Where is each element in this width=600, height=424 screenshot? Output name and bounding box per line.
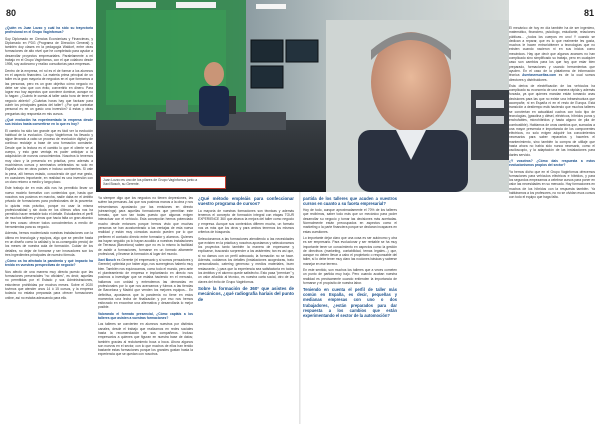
paragraph: Dentro de la empresa, mi rol es el de formar a los alumnos en el aspecto financiero. La materia prima principal de un taller es la gran mayoría de negocios en el que formamos a las personas, pero es un gran objetivo cómo negocio no debe ser sino que con éxito, convertirlo en dinero. Para lograr eso hay aspectos que conviene dominar, aunque no lo hagan: ¿Cuánto le cuesta al taller cada hora de tener el negocio abierto? ¿Cuántas horas hay que facturar para cubrir los principales gastos del taller? ¿Por qué contratar personal es en un gasto una inversión? A estas y otras preguntas doy respuesta en mis cursos. (5, 68, 93, 116)
question-heading: Sobre la formación de 360° que asistes de mecánicos, ¿qué radiografía haríais del punto de (198, 285, 294, 302)
paragraph: Nos afectó de una manera muy directa puesto que las formaciones presenciales "no oficiales", es decir, aquellas no permitidas por el Estado y sus Administraciones, estuvieron prohibidas por muchos meses. Sobre el 2020 tuvimos que atender unos 14 ó 15 cursos, y la empresa todavía no estaba preparada para ofrecer formaciones online, así no estaba adecuando para ello. (5, 269, 93, 300)
paragraph: El cambio ha sido tan grande que es fácil ver la evolución habitual de la evolución. Grupo Vaginfomus ha llevado y sigue llevando a cabo un proceso de revolución digital y de continuo reciclaje a base de una formación constante. Desde que la lectura es el cambio lo que el cliente ve al cuerpo, y esto gran ventaja es poder anticipar a la adquisición de nuevos conocimientos. Nosotros lo tenemos muy claro y la presencia en práctica, pero además a muchísimos cursos y seminarios celebrados no solo en España sino en otros países e incluso continentes. Si vale la pena, allí hemos estado, conociendo de qué ese gesto, en ocasiones importante, en realidad es una inversión con un claro retorno a medio y largo plazo. (5, 128, 93, 185)
website-link[interactable]: Averiasresueltas.com (522, 73, 557, 78)
left-column-1 (5, 26, 93, 422)
right-column-1 (303, 196, 397, 422)
caption-line-2: Xavi Bosch, su Gerente. (103, 182, 140, 187)
paragraph: es Gerente (el empresario y si somos pensadores y Gerente) optimista por haber algo, nos sumergimos haberlo muy bien. También nos equivocamos, como todo el mundo, pero ante el planteamiento de empresa e implantando en directo nos pusimos a investigar que se estaba haciendo en el mercado, hallamos con unidad y entendemos las demandas en profesionales por lo que nos acercamos y fuimos a las tiendas de Barcelona y Madrid que venden los mejores equipos... En definitiva, apostamos que la pandemia no tiene en estos momentos una lecha de finalización y por eso nos hemos esforzado en encontrar una alternativa y desarrollarla lo mejor posible. (98, 258, 193, 310)
paragraph: Los talleres se convierten en alumnos nuestros por distintos canales, desde el trabajo que realizamos en redes sociales hasta la recomendación de sus compañeros. Incluso empresarios a quienes que figuran en nuestra base de datos; también gracias al reclutamiento boca a boca. Ahora algunos son nuevos en el sector, con lo que muchos de ellos han tenido bastante estas formaciones porque los grandes gustan hasta la experiencia que se quedan con nosotros. (98, 322, 193, 357)
caption-line-1: Juan Lozzo es uno de los pilares de Grupo Vaginfomus junto a (103, 178, 198, 182)
question-heading: ¿Qué evolución ha experimentado la empresa desde sus inicios hasta convertirse en lo que es hoy? (5, 117, 93, 127)
paragraph: Hoy de todo, aunque aproximadamente el 70% de los talleres que recibimos, saber todo más que un mecánico para poder desarrollar su negocio y tomar las decisiones más acertadas. Normalmente están preocupados en aspectos como el marketing o la parte financiera porque se declaran incapaces en estas cuestiones. (303, 208, 397, 234)
question-heading: Valorando el formato presencial, ¿Cómo captáis a los talleres que asisten a vuestras formaciones? (98, 311, 193, 321)
photo-caption (100, 176, 226, 189)
paragraph: Ya siempre digo que los negocios no tienen depresiones, las sufren las personas. Así que nos pusimos manos a la obra y nos reinventamos apostando por las emisiones en directo (streamings) para aquellas formaciones que permitían este formato, que son tan todas puesto que algunas exigen interactuar con el vehículo. Esta concepción hemos potenciado mucho desde entonces porque hemos visto que muchas personas se han acostumbrado a las ventajas de esta nueva realidad y están muy cómodas cuando pueden por lo que prefieren el contacto directo entre formador y alumnos. Quienes las hayan seguido ya lo hayan acudido a nuestras instalaciones de Terrassa (Barcelona) saben que no es lo mismo la facilidad de asistir a formaciones, formarse en un formato altamente profesional, y llevarse la formación al lugar del mundo. (98, 196, 193, 256)
left-column-2 (98, 196, 193, 422)
paragraph: Además, hemos modernizado nuestras instalaciones con la última en tecnología y equipos, algo que se percibe hasta en un diseño como la calidad y la co-conseguido precio) de los meses de nuestra aula de formación. Cuidar de los detalles, no dejar de formarse y ser innovadores son los tres ingredientes principales de nuestro fórmula. (5, 231, 93, 257)
paragraph: Soy Diplomado en Ciencias Económicas y Financieras, y Diplomado en PDG (Programa de Dirección General) y también doy clases en la pedagogía Waldorf, entre otras formaciones de alto nivel que he completado para ayudar a desarrollar proyectos empresariales. Paralelamente a mi trabajo en el Grupo Vaginfomus, con el que colaboro desde 1998, soy autónomo y realizo consultorías para empresas. (5, 36, 93, 67)
left-column-3 (198, 196, 294, 422)
right-column-2 (509, 26, 595, 422)
paragraph: Ya hemos dicho que en el Grupo Vaginfomus ofrecemos formaciones para vehículos eléctricos e híbridos, y para los segundos empezamos a celebrar cursos para poner en valor las necesidades en su mercado. Hay formaciones en muchos de los híbridos con la respuesta también. Ya habláramos a los profesores, no no se olvidan esos cursos con todo el equipo que haga falta. (509, 169, 595, 200)
question-heading: Teniendo en cuenta el perfil de taller más común en España, es decir, pequeñas y medianas empresas con uno o dos trabajadores, ¿están preparados para dar respuesta a los cambios que están experimentando el sector de la automoción? (303, 287, 397, 318)
question-heading: ¿Qué método empleáis para confeccionar vuestro programa de cursos? (198, 196, 294, 207)
page-number-left: 80 (6, 8, 17, 18)
paragraph: Lo importante dejar claro que una cosa es ser autónomo y otra es ser empresario. Para evolucionar y ser rentable se ha muy importante tener un conocimiento en aspectos como la gestión de directivos (marketing, contabilidad, temas legales...) que, aunque no deben llevar a cabo el propietario o responsable del taller, sí lo debe tener muy claro las nociones básicas y saberse manejar en ese terreno. (303, 235, 397, 266)
paragraph: es de la cual somos directores y distribuidores. (509, 73, 595, 82)
question-heading: partida de los talleres que acuden a vuestros cursos en cuanto a su faceta empresarial? (303, 196, 397, 207)
page-number-right: 81 (583, 8, 594, 18)
question-heading: ¿Y vosotros? ¿Cómo dais respuesta a estos evolucionismos propios del sector? (509, 158, 595, 168)
question-heading: ¿Cómo os ha afectado la pandemia y qué impacto ha tenido en vuestras perspectivas de negocio? (5, 259, 93, 268)
paragraph: En este sentido, son muchos los talleres que a veces cometen un punto de partida muy bajo. Pero cuando acaban nuestra realidad es precisamente cuando entienden la importancia de formarse y el propósito de nuestra labor. (303, 268, 397, 285)
paragraph: Esta deriva de electrificación de los vehículos ha complicado su economía de una manera rápida y además forzada, ya que quienes mandan están tomando unas decisiones para las que no existe una infraestructura que acompañe, ni en España ni en el resto de Europa. Está transición a destiempo está haciendo que muchos talleres se conviertan en actualidad cuchos con todo tipo de tecnologías, (gasolina y diésel, eléctricos, híbridos puros y enchufables, microhíbridos y hasta alguno de pila de combustible). Hablamos de unos cambios que, sumados a una mayor presencia e importancia de los componentes eléctricos, no solo exigen adquirir los conocimientos necesarios para saber repararlos y hacerles el mantenimiento, sino también la compra de utillaje que hasta ahora no había sido nunca necesario, como el osciloscopio, y la adaptación de las instalaciones para darles servicio. (509, 83, 595, 157)
paragraph: El mecánico de hoy en día también ha de ser ingeniero, matemático, financiero, psicólogo, estudiante, relaciones públicas... ¿todos los cuerpos en uno! Y cuando se dedican a reparar, que es lo que realmente les gusta, muchos le hacen entrar/obtener a tecnologías que no existen cuando nacieron ni en sus inicios como mecánicos. Hay que decir que algunos avances no han complicado sino simplificado su trabajo, pero en cualquier caso son cambios para los que hoy que estar bien preparado, formaciones y usando herramientas que ayuden. En el caso de la plataforma de información técnica (509, 26, 595, 78)
photo-illustration (96, 0, 509, 192)
paragraph: Seleccionamos a las formaciones atendiendo a las necesidades que existen en la práctica y nosotros apostamos y seleccionamos los proyectos tanto también la manera de expresarse y explicarse, buscando sorprender a los asistentes; tan es así que, si no damos con un perfil adecuado, la formación no se hace. Además, cuidamos los detalles (instalaciones acogedoras, trato personalizado, catering generoso y medios materiales, buen restaurante...) para que la experiencia sea satisfactoria en todos los ámbitos y el alumno quede satisfecho. Esto pasa "premium" y un valor añadido al técnico, es nuestra carta social, otro de las claves del éxito de Grupo Vaginfomus. (198, 236, 294, 284)
paragraph: Este trabajo de en más allá nos ha permitido llevar un nuevo modelo formativo con contenidos que, hasta que nosotros nos pusimos en marcha, nadie daba en el ámbito privado de formaciones para profesionales de la posventa: lo quizás más práctico, porque no usar la misma profesionalidad y sin duda en los últimos años nos ha permitido hacer rentable todo el detalle. Estudiantes el perfil de muchos talleres y vimos que hacía falta un gran abanico de tres cosas: ofrecer todos conocimientos a medio de herramientas para su negocio. (5, 186, 93, 230)
workshop-photo (96, 0, 509, 192)
interviewee-name: Xavi Bosch (98, 258, 116, 263)
question-heading: ¿Quién es Juan Lozzo y cuál ha sido su trayectoria profesional en el Grupo Vaginfomus? (5, 26, 93, 35)
paragraph: La mayoría de nuestras formaciones son técnicas y además tenemos el concepto de formación integral con etapas TOUR EXPERIENCE 360 que abarca la mejora del taller como negocio y empresa. Aunque sus contenidos difieren mucho, un formato nos va más que los otros y para ambos tenemos los mismos criterios de búsqueda. (198, 208, 294, 235)
